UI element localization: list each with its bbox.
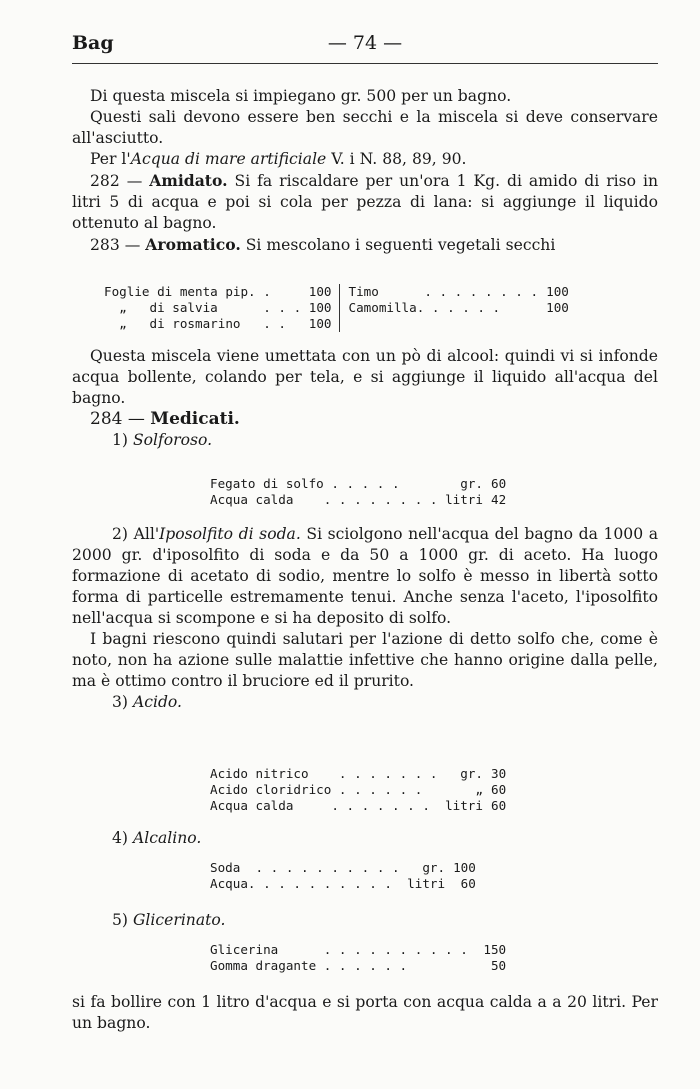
leader-dots: . . . . . . .	[331, 766, 446, 781]
leader-dots: . . . . . . .	[331, 798, 438, 813]
page-number: — 74 —	[327, 32, 403, 54]
running-head: Bag	[72, 32, 114, 54]
unit: gr.	[422, 860, 446, 875]
ingredient-name: Gomma dragante	[210, 958, 317, 973]
unit	[475, 958, 483, 974]
unit: gr.	[460, 476, 483, 491]
ingredient-name: Fegato di solfo	[210, 476, 324, 491]
recipe-row	[210, 942, 506, 958]
ingredient-name: Camomilla	[340, 300, 417, 316]
leader-dots: . . . . .	[323, 476, 408, 491]
unit: „	[475, 782, 483, 797]
ingredient-name: Soda	[210, 860, 241, 875]
ingredient-name: „ di rosmarino	[104, 316, 241, 331]
recipe-row	[210, 492, 506, 508]
recipe-row	[210, 876, 476, 892]
recipe-left-table	[104, 284, 331, 332]
recipe-row	[210, 766, 506, 782]
text-block-2	[72, 346, 658, 451]
dash: —	[122, 409, 151, 429]
ingredient-name: Timo	[340, 284, 417, 300]
ingredient-name: Acido nitrico	[210, 766, 309, 781]
recipe-row	[210, 476, 506, 492]
quantity: 100	[546, 284, 569, 299]
unit: litri	[445, 492, 483, 507]
text: V. i N. 88, 89, 90.	[326, 150, 467, 168]
leader-dots: .	[255, 284, 279, 299]
subsection-label	[72, 430, 658, 451]
recipe-row	[210, 860, 476, 876]
subsection-label-5	[72, 910, 658, 931]
leader-dots: . . . . . . . .	[416, 284, 546, 299]
recipe-row	[210, 798, 506, 814]
recipe-row	[104, 316, 331, 332]
dash: —	[119, 236, 146, 254]
paragraph: Questa miscela viene umettata con un pò di alcool: quindi vi si infonde acqua bollente, colando per tela, e si aggiunge il liquido all'acqua del bagno.	[72, 347, 658, 407]
unit	[475, 942, 483, 958]
text-block-3	[72, 524, 658, 713]
recipe-row	[104, 284, 331, 300]
paragraph: I bagni riescono quindi salutari per l'azione di detto solfo che, come è noto, non ha azione sulle malattie infettive che hanno origine dalla pelle, ma è ottimo contro il bruciore ed il prurito.	[72, 630, 658, 690]
section-title: Medicati.	[150, 409, 240, 429]
quantity: 60	[490, 782, 507, 797]
section-282	[72, 170, 658, 234]
header-rule	[72, 63, 658, 64]
quantity: 100	[308, 316, 332, 331]
recipe-solforoso	[210, 476, 506, 508]
quantity: 150	[483, 942, 507, 957]
paragraph: Di questa miscela si impiegano gr. 500 per un bagno.	[90, 87, 512, 105]
unit: litri	[407, 876, 446, 891]
quantity: 100	[308, 284, 332, 299]
recipe-row	[210, 782, 506, 798]
recipe-row	[340, 300, 569, 316]
recipe-row	[340, 284, 569, 300]
cross-reference: Acqua di mare artificiale	[130, 150, 327, 168]
quantity: 100	[308, 300, 332, 315]
leader-dots: . . . . . . . . . .	[247, 860, 408, 875]
leader-dots: . . . . . .	[416, 300, 508, 315]
recipe-alcalino	[210, 860, 476, 892]
section-number: 282	[90, 172, 120, 190]
ingredient-name: Acqua calda	[210, 798, 294, 813]
section-title: Amidato.	[149, 171, 228, 190]
leader-dots: . . . . . . . .	[323, 492, 446, 507]
subsection-title: Solforoso.	[132, 431, 213, 449]
aromatico-recipe	[104, 284, 569, 332]
quantity: 100	[546, 300, 569, 315]
leader-dots: . . . . . . . . . .	[247, 876, 400, 891]
quantity: 100	[453, 860, 476, 875]
text: 2) All'	[112, 525, 160, 543]
recipe-acido	[210, 766, 506, 814]
quantity: 30	[490, 766, 507, 781]
paragraph	[72, 524, 658, 629]
subsection-label-4	[72, 828, 658, 849]
subsection-title: Glicerinato.	[132, 911, 226, 929]
section-284	[72, 409, 658, 430]
dash: —	[119, 172, 150, 190]
text: 4)	[112, 829, 133, 847]
subsection-title: Iposolfito di soda.	[159, 525, 301, 543]
leader-dots: . . . . . .	[316, 958, 415, 973]
ingredient-name: Acqua calda	[210, 492, 294, 507]
recipe-row-empty	[340, 316, 569, 332]
quantity: 60	[460, 876, 476, 891]
section-number: 284	[90, 409, 123, 429]
ingredient-name: Foglie di menta pip.	[104, 284, 256, 299]
separator-cell	[340, 316, 417, 332]
ingredient-name: Acido cloridrico	[210, 782, 332, 797]
subsection-title: Alcalino.	[132, 829, 202, 847]
text: Per l'	[90, 150, 131, 168]
text: Si sciolgono nell'acqua del bagno da 1000 a 2000 gr. d'iposolfito di soda e da 50 a 1000 gr. di aceto. Ha luogo formazione di acetato di sodio, mentre lo solfo è messo in libertà sotto forma di particelle estremamente tenui. Anche senza l'aceto, l'iposolfito nell'acqua si scompone e si ha deposito di solfo.	[72, 525, 659, 627]
recipe-right-table	[339, 284, 568, 332]
ingredient-name: „ di salvia	[104, 300, 218, 315]
subsection-label	[72, 692, 658, 713]
ingredient-name: Acqua	[210, 876, 248, 891]
quantity: 60	[490, 476, 507, 491]
text: 5)	[112, 911, 133, 929]
quantity: 50	[490, 958, 507, 973]
paragraph: Questi sali devono essere ben secchi e la miscela si deve conservare all'asciutto.	[72, 108, 658, 147]
text: 3)	[112, 693, 133, 711]
leader-dots: . . . . . . . . . .	[316, 942, 476, 957]
quantity: 42	[490, 492, 507, 507]
section-number: 283	[90, 236, 120, 254]
quantity: 60	[490, 798, 507, 813]
leader-dots: . .	[255, 316, 294, 331]
section-text: Si mescolano i seguenti vegetali secchi	[240, 236, 556, 254]
recipe-row	[104, 300, 331, 316]
text-block-4	[72, 992, 658, 1034]
unit: litri	[445, 798, 483, 813]
recipe-glicerinato	[210, 942, 506, 974]
paragraph	[72, 149, 658, 170]
section-283	[72, 234, 658, 256]
unit: gr.	[460, 766, 483, 781]
paragraph: si fa bollire con 1 litro d'acqua e si porta con acqua calda a a 20 litri. Per un bagno.	[72, 993, 658, 1032]
text: 1)	[112, 431, 133, 449]
subsection-title: Acido.	[132, 693, 183, 711]
ingredient-name: Glicerina	[210, 942, 279, 957]
text-block-1	[72, 86, 658, 256]
leader-dots: . . .	[255, 300, 309, 315]
recipe-row	[210, 958, 506, 974]
leader-dots: . . . . . .	[331, 782, 430, 797]
page-header	[72, 30, 658, 60]
section-title: Aromatico.	[145, 235, 241, 254]
section-text: Si fa riscaldare per un'ora 1 Kg. di amido di riso in litri 5 di acqua e poi si cola per pezza di lana: si aggiunge il liquido ottenuto al bagno.	[72, 172, 659, 232]
